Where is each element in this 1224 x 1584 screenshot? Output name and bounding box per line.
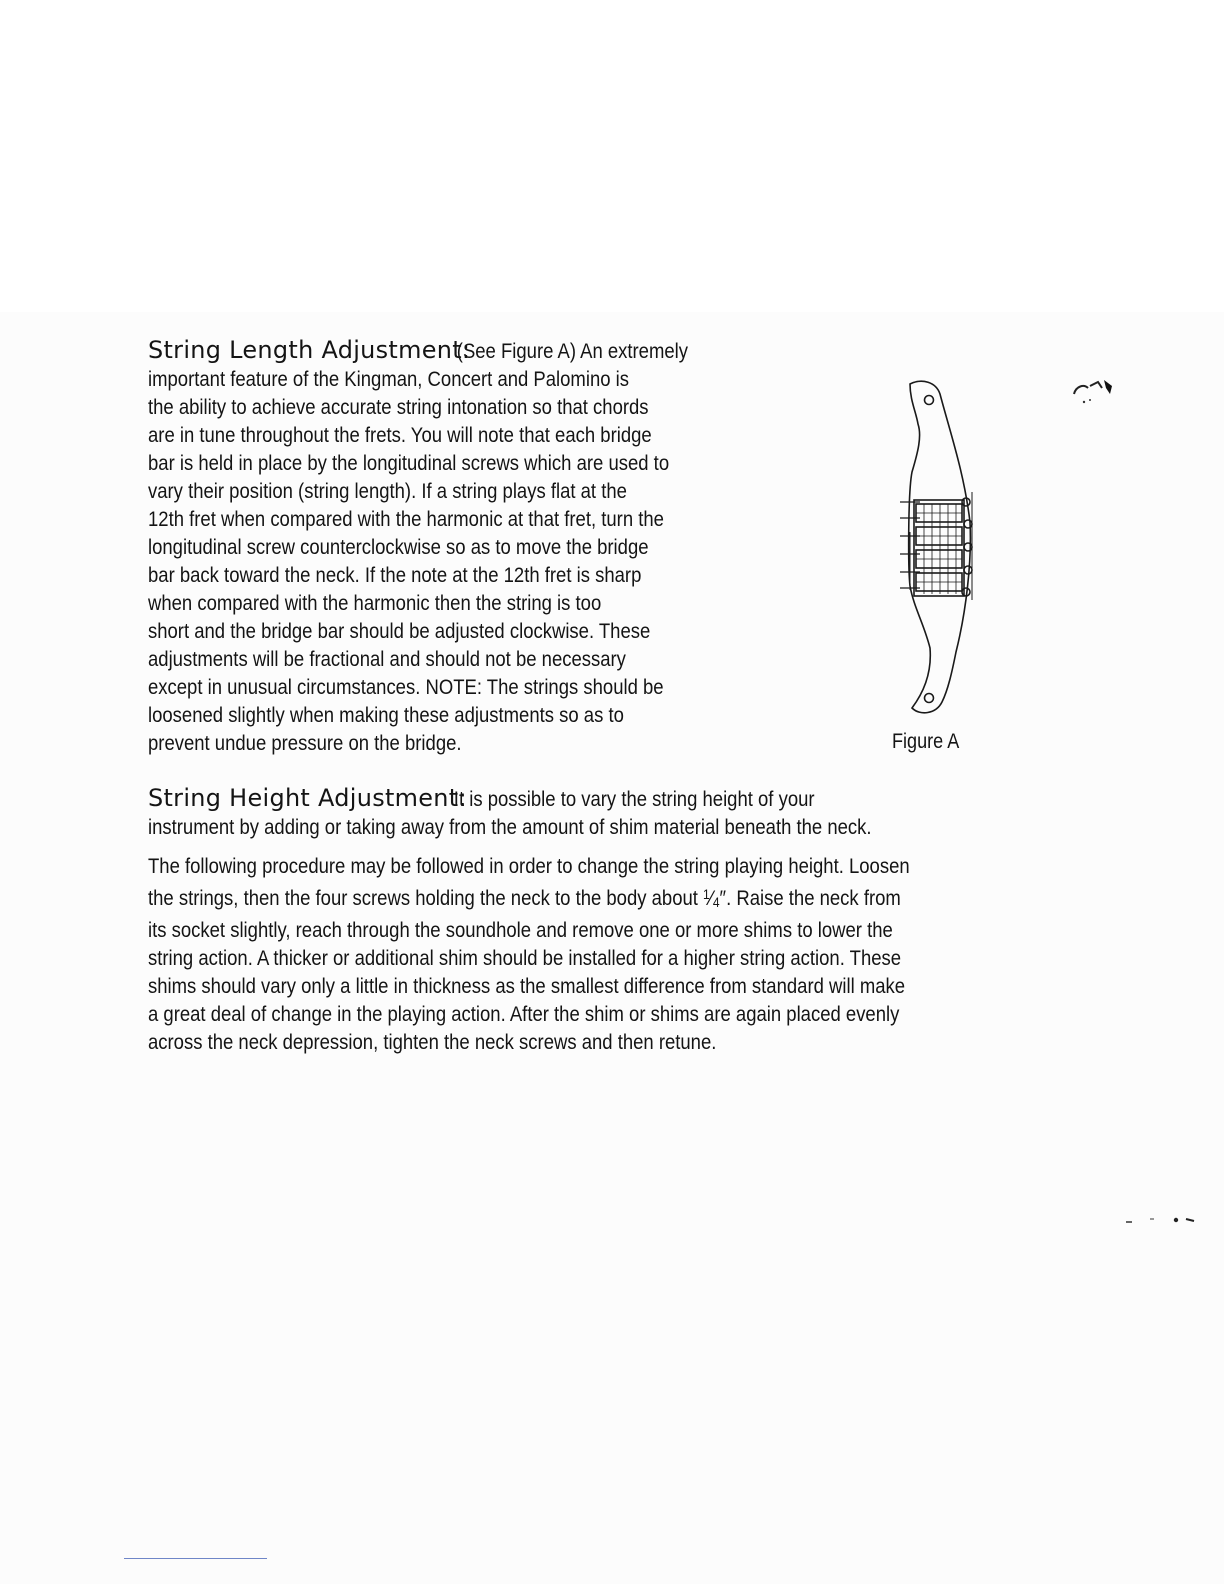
paragraph-line: bar is held in place by the longitudinal screws which are used to	[148, 451, 670, 475]
paragraph-line: are in tune throughout the frets. You will note that each bridge	[148, 423, 652, 447]
procedure-section	[148, 852, 1034, 1056]
paragraph-line: instrument by adding or taking away from the amount of shim material beneath the neck.	[148, 815, 872, 839]
paragraph-line: when compared with the harmonic then the string is too	[148, 591, 602, 615]
paragraph-line: its socket slightly, reach through the soundhole and remove one or more shims to lower the	[148, 918, 893, 942]
fraction-denominator: 4	[712, 894, 720, 910]
figure-caption: Figure A	[892, 730, 960, 753]
paragraph-line: longitudinal screw counterclockwise so as to move the bridge	[148, 535, 649, 559]
string-height-heading: String Height Adjustment:	[148, 784, 467, 812]
paragraph-line: loosened slightly when making these adjustments so as to	[148, 703, 624, 727]
paragraph-line: shims should vary only a little in thickness as the smallest difference from standard will make	[148, 974, 906, 998]
bridge-diagram	[880, 372, 990, 717]
paragraph-line: vary their position (string length). If a string plays flat at the	[148, 479, 627, 503]
paragraph-line: 12th fret when compared with the harmonic at that fret, turn the	[148, 507, 664, 531]
string-length-heading: String Length Adjustment:	[148, 336, 471, 364]
scan-speck-right-edge	[1124, 1214, 1200, 1226]
paragraph-line: across the neck depression, tighten the neck screws and then retune.	[148, 1030, 717, 1054]
mounting-hole-top	[925, 396, 934, 405]
procedure-paragraph	[148, 852, 910, 1056]
bottom-rule	[124, 1558, 267, 1559]
saddle-block	[914, 500, 964, 596]
fraction-one-quarter	[703, 886, 720, 910]
bridge-bars	[916, 504, 962, 594]
paragraph-line: It is possible to vary the string height of your	[453, 787, 815, 811]
string-height-first-line	[148, 784, 872, 813]
line-text-before-fraction: the strings, then the four screws holding the neck to the body about	[148, 886, 704, 910]
paragraph-line: bar back toward the neck. If the note at the 12th fret is sharp	[148, 563, 642, 587]
paragraph-line-with-fraction	[148, 880, 910, 916]
paragraph-line: important feature of the Kingman, Concert and Palomino is	[148, 367, 630, 391]
paragraph-line: a great deal of change in the playing action. After the shim or shims are again placed evenly	[148, 1002, 900, 1026]
fraction-numerator: 1	[703, 886, 710, 902]
paragraph-line: The following procedure may be followed in order to change the string playing height. Loosen	[148, 854, 910, 878]
paragraph-line: prevent undue pressure on the bridge.	[148, 731, 462, 755]
bridge-outline	[909, 381, 971, 713]
string-lines	[900, 502, 920, 590]
string-length-section	[148, 336, 776, 757]
string-height-section	[148, 784, 989, 841]
string-length-paragraph	[148, 336, 688, 757]
string-height-paragraph	[148, 784, 872, 841]
fraction-slash: ⁄	[709, 886, 713, 910]
paragraph-line: adjustments will be fractional and should not be necessary	[148, 647, 626, 671]
line-text-after-fraction: ″. Raise the neck from	[719, 886, 901, 910]
paragraph-line: the ability to achieve accurate string intonation so that chords	[148, 395, 649, 419]
scan-speck-top-right	[1068, 372, 1118, 412]
paragraph-line: short and the bridge bar should be adjusted clockwise. These	[148, 619, 651, 643]
paragraph-line: string action. A thicker or additional shim should be installed for a higher string action. These	[148, 946, 902, 970]
paragraph-line: except in unusual circumstances. NOTE: The strings should be	[148, 675, 664, 699]
string-length-first-line	[148, 336, 688, 365]
paragraph-line: (See Figure A) An extremely	[456, 339, 689, 363]
mounting-hole-bottom	[925, 694, 934, 703]
